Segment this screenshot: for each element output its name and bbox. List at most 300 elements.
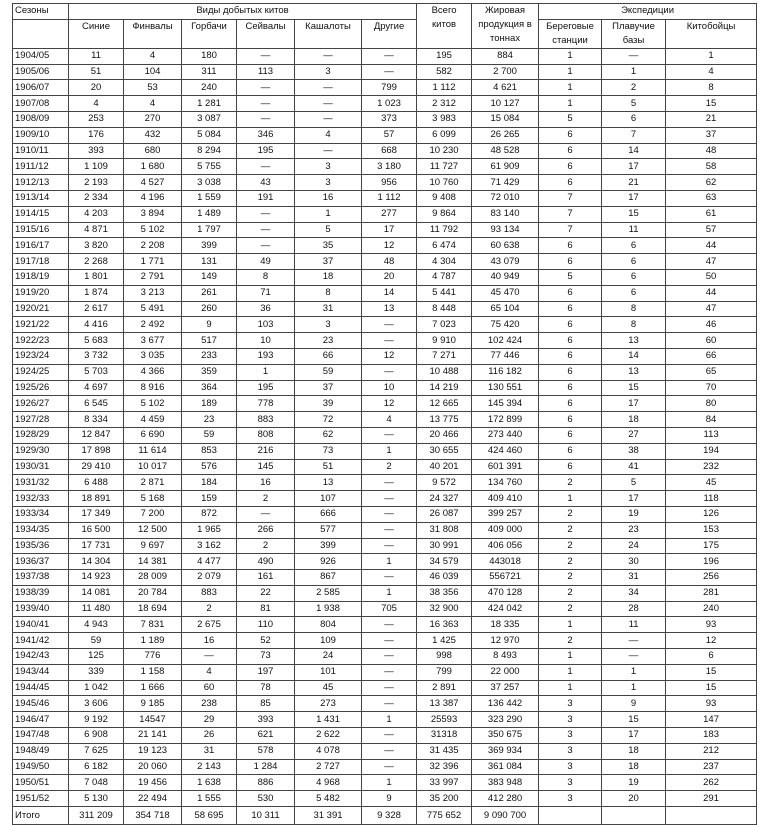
cell-total: 5 441 [417, 285, 472, 301]
cell-sperm: 31 [295, 301, 362, 317]
cell-other: 705 [362, 601, 417, 617]
cell-oil: 75 420 [472, 317, 539, 333]
cell-floating-bases: 41 [602, 459, 666, 475]
cell-sei: — [237, 506, 295, 522]
cell-whale-catchers: 6 [666, 649, 757, 665]
cell-sperm: 37 [295, 380, 362, 396]
table-row [13, 680, 757, 696]
cell-season: 1939/40 [13, 601, 69, 617]
cell-season: 1909/10 [13, 127, 69, 143]
cell-fin: 5 168 [124, 491, 182, 507]
cell-whale-catchers: 80 [666, 396, 757, 412]
cell-sperm: — [295, 111, 362, 127]
cell-floating-bases: 11 [602, 617, 666, 633]
cell-whale-catchers: 118 [666, 491, 757, 507]
cell-floating-bases: 34 [602, 585, 666, 601]
table-row [13, 333, 757, 349]
header-species-other: Другие [362, 19, 417, 48]
cell-humpback: 233 [182, 348, 237, 364]
cell-sperm: 101 [295, 664, 362, 680]
cell-sei: 216 [237, 443, 295, 459]
cell-shore-stations: 7 [539, 206, 602, 222]
cell-oil: 37 257 [472, 680, 539, 696]
cell-oil: 424 042 [472, 601, 539, 617]
cell-blue: 8 334 [69, 412, 124, 428]
cell-other: 12 [362, 238, 417, 254]
cell-oil: 443018 [472, 554, 539, 570]
cell-sei: 36 [237, 301, 295, 317]
cell-total: 195 [417, 48, 472, 64]
cell-sei: 490 [237, 554, 295, 570]
cell-blue: 7 048 [69, 775, 124, 791]
cell-floating-bases: 14 [602, 348, 666, 364]
cell-oil: 48 528 [472, 143, 539, 159]
cell-whale-catchers: 57 [666, 222, 757, 238]
header-shore-stations: Береговые станции [539, 19, 602, 48]
cell-oil: 93 134 [472, 222, 539, 238]
table-row [13, 364, 757, 380]
cell-season: 1924/25 [13, 364, 69, 380]
total-row [13, 807, 757, 825]
cell-sperm: 3 [295, 159, 362, 175]
cell-blue: 59 [69, 633, 124, 649]
total-cell-season: Итого [13, 807, 69, 825]
cell-shore-stations: 1 [539, 617, 602, 633]
cell-whale-catchers: 45 [666, 475, 757, 491]
cell-blue: 7 625 [69, 743, 124, 759]
cell-blue: 14 923 [69, 570, 124, 586]
cell-oil: 409 000 [472, 522, 539, 538]
cell-total: 9 572 [417, 475, 472, 491]
cell-shore-stations: 2 [539, 475, 602, 491]
cell-sperm: 13 [295, 475, 362, 491]
cell-total: 30 991 [417, 538, 472, 554]
cell-oil: 45 470 [472, 285, 539, 301]
cell-shore-stations: 2 [539, 585, 602, 601]
cell-sperm: 2 622 [295, 728, 362, 744]
cell-shore-stations: 6 [539, 443, 602, 459]
cell-season: 1922/23 [13, 333, 69, 349]
table-row [13, 664, 757, 680]
cell-sperm: 59 [295, 364, 362, 380]
cell-floating-bases: 5 [602, 475, 666, 491]
cell-other: — [362, 617, 417, 633]
total-cell-total: 775 652 [417, 807, 472, 825]
cell-total: 4 304 [417, 254, 472, 270]
cell-sperm: 804 [295, 617, 362, 633]
cell-other: — [362, 317, 417, 333]
cell-season: 1944/45 [13, 680, 69, 696]
cell-season: 1911/12 [13, 159, 69, 175]
cell-fin: 4 196 [124, 190, 182, 206]
cell-oil: 399 257 [472, 506, 539, 522]
cell-whale-catchers: 291 [666, 791, 757, 807]
cell-whale-catchers: 237 [666, 759, 757, 775]
cell-other: 17 [362, 222, 417, 238]
cell-season: 1921/22 [13, 317, 69, 333]
cell-floating-bases: 15 [602, 380, 666, 396]
total-cell-oil: 9 090 700 [472, 807, 539, 825]
cell-sperm: 107 [295, 491, 362, 507]
cell-fin: 680 [124, 143, 182, 159]
cell-sei: 52 [237, 633, 295, 649]
cell-season: 1908/09 [13, 111, 69, 127]
table-row [13, 269, 757, 285]
cell-humpback: 260 [182, 301, 237, 317]
cell-other: 1 023 [362, 96, 417, 112]
cell-whale-catchers: 281 [666, 585, 757, 601]
cell-season: 1934/35 [13, 522, 69, 538]
cell-fin: 20 060 [124, 759, 182, 775]
cell-total: 26 087 [417, 506, 472, 522]
cell-total: 10 760 [417, 175, 472, 191]
table-row [13, 427, 757, 443]
cell-sperm: 8 [295, 285, 362, 301]
cell-blue: 4 871 [69, 222, 124, 238]
table-row [13, 111, 757, 127]
cell-sei: 195 [237, 143, 295, 159]
cell-fin: 28 009 [124, 570, 182, 586]
cell-sei: 266 [237, 522, 295, 538]
cell-shore-stations: 6 [539, 285, 602, 301]
cell-other: — [362, 475, 417, 491]
cell-season: 1925/26 [13, 380, 69, 396]
cell-other: 2 [362, 459, 417, 475]
cell-sperm: 66 [295, 348, 362, 364]
cell-sperm: 16 [295, 190, 362, 206]
cell-sei: — [237, 80, 295, 96]
cell-humpback: 399 [182, 238, 237, 254]
cell-blue: 393 [69, 143, 124, 159]
cell-other: — [362, 427, 417, 443]
cell-sei: — [237, 48, 295, 64]
table-row [13, 159, 757, 175]
cell-blue: 176 [69, 127, 124, 143]
cell-fin: 11 614 [124, 443, 182, 459]
cell-oil: 409 410 [472, 491, 539, 507]
cell-floating-bases: 19 [602, 506, 666, 522]
header-species-blue: Синие [69, 19, 124, 48]
cell-whale-catchers: 58 [666, 159, 757, 175]
cell-shore-stations: 6 [539, 348, 602, 364]
cell-season: 1950/51 [13, 775, 69, 791]
cell-humpback: 29 [182, 712, 237, 728]
cell-floating-bases: 18 [602, 412, 666, 428]
cell-other: — [362, 491, 417, 507]
cell-shore-stations: 6 [539, 254, 602, 270]
cell-season: 1917/18 [13, 254, 69, 270]
cell-total: 32 900 [417, 601, 472, 617]
cell-sei: 191 [237, 190, 295, 206]
cell-other: — [362, 633, 417, 649]
cell-whale-catchers: 15 [666, 680, 757, 696]
cell-other: 1 [362, 554, 417, 570]
cell-shore-stations: 1 [539, 649, 602, 665]
cell-shore-stations: 2 [539, 538, 602, 554]
cell-total: 24 327 [417, 491, 472, 507]
cell-blue: 6 182 [69, 759, 124, 775]
table-body [13, 48, 757, 824]
total-cell-sperm: 31 391 [295, 807, 362, 825]
cell-total: 1 112 [417, 80, 472, 96]
cell-floating-bases: 24 [602, 538, 666, 554]
cell-whale-catchers: 113 [666, 427, 757, 443]
cell-sperm: 1 431 [295, 712, 362, 728]
cell-shore-stations: 1 [539, 664, 602, 680]
cell-blue: 3 606 [69, 696, 124, 712]
cell-shore-stations: 1 [539, 680, 602, 696]
cell-fin: 14 381 [124, 554, 182, 570]
cell-fin: 4 459 [124, 412, 182, 428]
cell-sperm: — [295, 143, 362, 159]
cell-shore-stations: 1 [539, 64, 602, 80]
cell-fin: 2 208 [124, 238, 182, 254]
cell-other: 1 [362, 585, 417, 601]
cell-sei: 110 [237, 617, 295, 633]
header-total: Всего китов [417, 4, 472, 49]
cell-season: 1937/38 [13, 570, 69, 586]
cell-whale-catchers: 21 [666, 111, 757, 127]
cell-humpback: 23 [182, 412, 237, 428]
cell-whale-catchers: 93 [666, 696, 757, 712]
cell-blue: 20 [69, 80, 124, 96]
cell-blue: 4 203 [69, 206, 124, 222]
table-row [13, 554, 757, 570]
cell-fin: 2 791 [124, 269, 182, 285]
cell-season: 1930/31 [13, 459, 69, 475]
cell-other: 14 [362, 285, 417, 301]
cell-floating-bases: — [602, 649, 666, 665]
cell-whale-catchers: 48 [666, 143, 757, 159]
cell-season: 1904/05 [13, 48, 69, 64]
cell-sperm: — [295, 96, 362, 112]
table-row [13, 712, 757, 728]
cell-sei: 22 [237, 585, 295, 601]
cell-sperm: 3 [295, 175, 362, 191]
cell-oil: 2 700 [472, 64, 539, 80]
table-row [13, 570, 757, 586]
cell-fin: 270 [124, 111, 182, 127]
cell-season: 1931/32 [13, 475, 69, 491]
cell-sperm: — [295, 48, 362, 64]
cell-sperm: 1 938 [295, 601, 362, 617]
table-row [13, 317, 757, 333]
table-row [13, 254, 757, 270]
cell-humpback: — [182, 649, 237, 665]
cell-total: 12 665 [417, 396, 472, 412]
cell-sei: 1 [237, 364, 295, 380]
total-cell-other: 9 328 [362, 807, 417, 825]
cell-shore-stations: 6 [539, 427, 602, 443]
total-cell-floating-bases [602, 807, 666, 825]
cell-fin: 5 491 [124, 301, 182, 317]
cell-floating-bases: 17 [602, 159, 666, 175]
cell-season: 1926/27 [13, 396, 69, 412]
cell-sei: 49 [237, 254, 295, 270]
cell-sperm: 2 585 [295, 585, 362, 601]
cell-humpback: 1 489 [182, 206, 237, 222]
cell-floating-bases: 31 [602, 570, 666, 586]
cell-other: 956 [362, 175, 417, 191]
cell-oil: 145 394 [472, 396, 539, 412]
cell-sperm: 37 [295, 254, 362, 270]
cell-humpback: 1 281 [182, 96, 237, 112]
header-species-sperm: Кашалоты [295, 19, 362, 48]
cell-sei: 621 [237, 728, 295, 744]
cell-floating-bases: 2 [602, 80, 666, 96]
cell-floating-bases: 13 [602, 364, 666, 380]
cell-humpback: 5 084 [182, 127, 237, 143]
cell-other: 3 180 [362, 159, 417, 175]
cell-sei: — [237, 222, 295, 238]
cell-other: — [362, 743, 417, 759]
cell-season: 1906/07 [13, 80, 69, 96]
cell-total: 7 023 [417, 317, 472, 333]
table-row [13, 96, 757, 112]
cell-humpback: 3 087 [182, 111, 237, 127]
cell-oil: 273 440 [472, 427, 539, 443]
table-row [13, 633, 757, 649]
cell-sei: — [237, 96, 295, 112]
cell-sei: 193 [237, 348, 295, 364]
cell-other: — [362, 696, 417, 712]
cell-shore-stations: 2 [539, 601, 602, 617]
cell-shore-stations: 6 [539, 175, 602, 191]
cell-oil: 8 493 [472, 649, 539, 665]
cell-season: 1949/50 [13, 759, 69, 775]
cell-oil: 361 084 [472, 759, 539, 775]
cell-sei: — [237, 159, 295, 175]
cell-fin: 2 492 [124, 317, 182, 333]
cell-humpback: 184 [182, 475, 237, 491]
cell-fin: 4 527 [124, 175, 182, 191]
cell-fin: 7 200 [124, 506, 182, 522]
cell-humpback: 31 [182, 743, 237, 759]
cell-humpback: 238 [182, 696, 237, 712]
cell-season: 1920/21 [13, 301, 69, 317]
cell-whale-catchers: 62 [666, 175, 757, 191]
table-row [13, 491, 757, 507]
cell-humpback: 872 [182, 506, 237, 522]
cell-other: 1 [362, 443, 417, 459]
cell-other: 373 [362, 111, 417, 127]
table-row [13, 238, 757, 254]
cell-other: — [362, 649, 417, 665]
cell-whale-catchers: 44 [666, 285, 757, 301]
cell-other: 12 [362, 348, 417, 364]
cell-total: 6 099 [417, 127, 472, 143]
cell-total: 9 910 [417, 333, 472, 349]
whaling-statistics-table [12, 3, 757, 825]
cell-whale-catchers: 15 [666, 664, 757, 680]
cell-blue: 18 891 [69, 491, 124, 507]
cell-floating-bases: 5 [602, 96, 666, 112]
header-floating-bases: Плавучие базы [602, 19, 666, 48]
cell-humpback: 359 [182, 364, 237, 380]
cell-floating-bases: 18 [602, 759, 666, 775]
cell-other: 277 [362, 206, 417, 222]
cell-oil: 43 079 [472, 254, 539, 270]
cell-total: 3 983 [417, 111, 472, 127]
cell-fin: 432 [124, 127, 182, 143]
cell-season: 1932/33 [13, 491, 69, 507]
cell-total: 34 579 [417, 554, 472, 570]
cell-fin: 14547 [124, 712, 182, 728]
cell-season: 1933/34 [13, 506, 69, 522]
cell-whale-catchers: 212 [666, 743, 757, 759]
cell-blue: 4 697 [69, 380, 124, 396]
cell-whale-catchers: 66 [666, 348, 757, 364]
cell-blue: 339 [69, 664, 124, 680]
cell-season: 1907/08 [13, 96, 69, 112]
cell-fin: 4 [124, 48, 182, 64]
cell-blue: 4 [69, 96, 124, 112]
cell-blue: 17 898 [69, 443, 124, 459]
cell-humpback: 5 755 [182, 159, 237, 175]
cell-blue: 11 [69, 48, 124, 64]
cell-other: — [362, 522, 417, 538]
cell-oil: 102 424 [472, 333, 539, 349]
cell-blue: 16 500 [69, 522, 124, 538]
cell-sperm: 5 [295, 222, 362, 238]
table-row [13, 443, 757, 459]
table-row [13, 696, 757, 712]
cell-shore-stations: 3 [539, 712, 602, 728]
cell-humpback: 261 [182, 285, 237, 301]
cell-oil: 406 056 [472, 538, 539, 554]
cell-oil: 60 638 [472, 238, 539, 254]
cell-blue: 2 193 [69, 175, 124, 191]
cell-other: 668 [362, 143, 417, 159]
table-row [13, 396, 757, 412]
cell-sei: 393 [237, 712, 295, 728]
cell-fin: 2 871 [124, 475, 182, 491]
cell-whale-catchers: 93 [666, 617, 757, 633]
cell-season: 1951/52 [13, 791, 69, 807]
cell-floating-bases: — [602, 48, 666, 64]
cell-blue: 125 [69, 649, 124, 665]
cell-season: 1918/19 [13, 269, 69, 285]
cell-oil: 412 280 [472, 791, 539, 807]
cell-blue: 4 416 [69, 317, 124, 333]
cell-blue: 2 334 [69, 190, 124, 206]
cell-oil: 116 182 [472, 364, 539, 380]
cell-oil: 40 949 [472, 269, 539, 285]
cell-total: 7 271 [417, 348, 472, 364]
cell-whale-catchers: 256 [666, 570, 757, 586]
cell-oil: 10 127 [472, 96, 539, 112]
cell-total: 30 655 [417, 443, 472, 459]
cell-humpback: 189 [182, 396, 237, 412]
table-row [13, 301, 757, 317]
cell-sei: 73 [237, 649, 295, 665]
cell-total: 14 219 [417, 380, 472, 396]
cell-floating-bases: 28 [602, 601, 666, 617]
cell-blue: 6 908 [69, 728, 124, 744]
cell-floating-bases: 20 [602, 791, 666, 807]
cell-sei: 808 [237, 427, 295, 443]
cell-sei: 197 [237, 664, 295, 680]
cell-total: 46 039 [417, 570, 472, 586]
cell-shore-stations: 7 [539, 222, 602, 238]
cell-floating-bases: 7 [602, 127, 666, 143]
cell-blue: 14 081 [69, 585, 124, 601]
cell-humpback: 3 038 [182, 175, 237, 191]
table-row [13, 728, 757, 744]
cell-sei: — [237, 111, 295, 127]
cell-shore-stations: 1 [539, 80, 602, 96]
cell-floating-bases: 6 [602, 285, 666, 301]
